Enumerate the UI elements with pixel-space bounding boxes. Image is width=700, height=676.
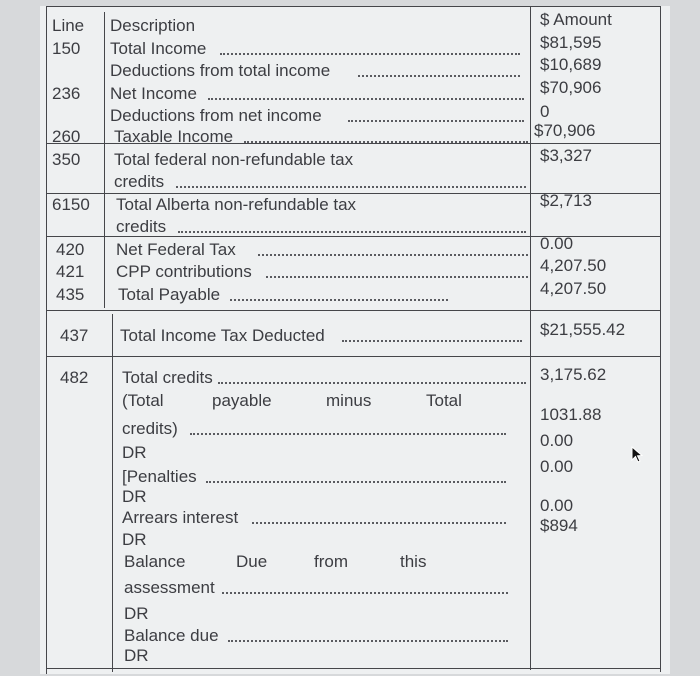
row-separator [46, 6, 660, 7]
paren-word: (Total [122, 391, 164, 410]
column-divider-line [112, 314, 113, 672]
row-separator [46, 668, 660, 669]
line-number: 6150 [52, 195, 90, 214]
row-description: Total Income [110, 39, 207, 58]
dot-leader [220, 53, 520, 55]
arrears-interest-label: Arrears interest [122, 508, 239, 527]
dot-leader [348, 120, 524, 122]
line-number: 435 [56, 285, 85, 304]
row-description: CPP contributions [116, 262, 252, 281]
row-description-continued: credits [116, 217, 167, 236]
row-amount: $70,906 [534, 121, 596, 140]
dot-leader [252, 522, 506, 524]
dr-label: DR [122, 443, 147, 462]
dr-label: DR [122, 487, 147, 506]
dot-leader [244, 141, 528, 143]
total-credits-amount: 3,175.62 [540, 365, 607, 384]
row-description: Total Alberta non-refundable tax [116, 195, 357, 214]
line-number: 482 [60, 368, 89, 387]
row-description-continued: credits [114, 172, 165, 191]
paren-word: minus [326, 391, 372, 410]
dot-leader [218, 382, 526, 384]
line-number: 150 [52, 39, 81, 58]
row-amount: $70,906 [540, 78, 602, 97]
dot-leader [190, 433, 506, 435]
dr-label: DR [122, 530, 147, 549]
row-description: Deductions from total income [110, 61, 331, 80]
dr1-amount: 0.00 [540, 431, 574, 450]
row-amount: $3,327 [540, 146, 592, 165]
balance-word: Due [236, 552, 268, 571]
dr-label: DR [124, 604, 149, 623]
arrears-interest-amount: 0.00 [540, 496, 574, 515]
line-number: 437 [60, 326, 89, 345]
row-amount: $81,595 [540, 33, 602, 52]
row-description: Total Payable [118, 285, 221, 304]
row-description: Net Federal Tax [116, 240, 236, 259]
dot-leader [178, 231, 526, 233]
dr-label: DR [124, 646, 149, 665]
row-description: Taxable Income [114, 127, 234, 146]
paren-word: Total [426, 391, 462, 410]
row-description: Total Income Tax Deducted [120, 326, 325, 345]
line-number: 420 [56, 240, 85, 259]
dot-leader [230, 299, 448, 301]
dot-leader [266, 276, 528, 278]
balance-word: Balance [124, 552, 186, 571]
credits-paren-label: credits) [122, 419, 178, 438]
balance-word: from [314, 552, 348, 571]
row-description: Deductions from net income [110, 106, 322, 125]
header-amount: $ Amount [540, 10, 612, 29]
penalties-label: [Penalties [122, 467, 197, 486]
dot-leader [342, 340, 522, 342]
dot-leader [206, 481, 506, 483]
penalties-amount: 0.00 [540, 457, 574, 476]
dot-leader [228, 640, 508, 642]
credits-paren-amount: 1031.88 [540, 405, 602, 424]
header-line: Line [52, 16, 85, 35]
row-amount: $2,713 [540, 191, 592, 210]
balance-due-label: Balance due [124, 626, 219, 645]
dr3-amount: $894 [540, 516, 578, 535]
row-separator [46, 356, 660, 357]
row-description: Total federal non-refundable tax [114, 150, 354, 169]
table-border-right [660, 6, 661, 672]
row-amount: 0 [540, 102, 550, 121]
line-number: 350 [52, 150, 81, 169]
line-number: 421 [56, 262, 85, 281]
dot-leader [176, 186, 526, 188]
column-divider-line [104, 12, 105, 308]
table-border-left [46, 6, 47, 674]
balance-word: this [400, 552, 427, 571]
dot-leader [258, 254, 528, 256]
row-separator [46, 310, 660, 311]
mouse-cursor-icon [630, 446, 646, 464]
line-number: 260 [52, 127, 81, 146]
row-amount: $10,689 [540, 55, 602, 74]
total-credits-label: Total credits [122, 368, 213, 387]
header-description: Description [110, 16, 196, 35]
row-description: Net Income [110, 84, 197, 103]
dot-leader [208, 98, 524, 100]
row-amount: 0.00 [540, 234, 574, 253]
row-amount: $21,555.42 [540, 320, 626, 339]
row-amount: 4,207.50 [540, 279, 607, 298]
line-number: 236 [52, 84, 81, 103]
dot-leader [358, 75, 520, 77]
dot-leader [222, 592, 508, 594]
column-divider-amount [530, 6, 531, 670]
paren-word: payable [212, 391, 272, 410]
assessment-label: assessment [124, 578, 215, 597]
row-amount: 4,207.50 [540, 256, 607, 275]
